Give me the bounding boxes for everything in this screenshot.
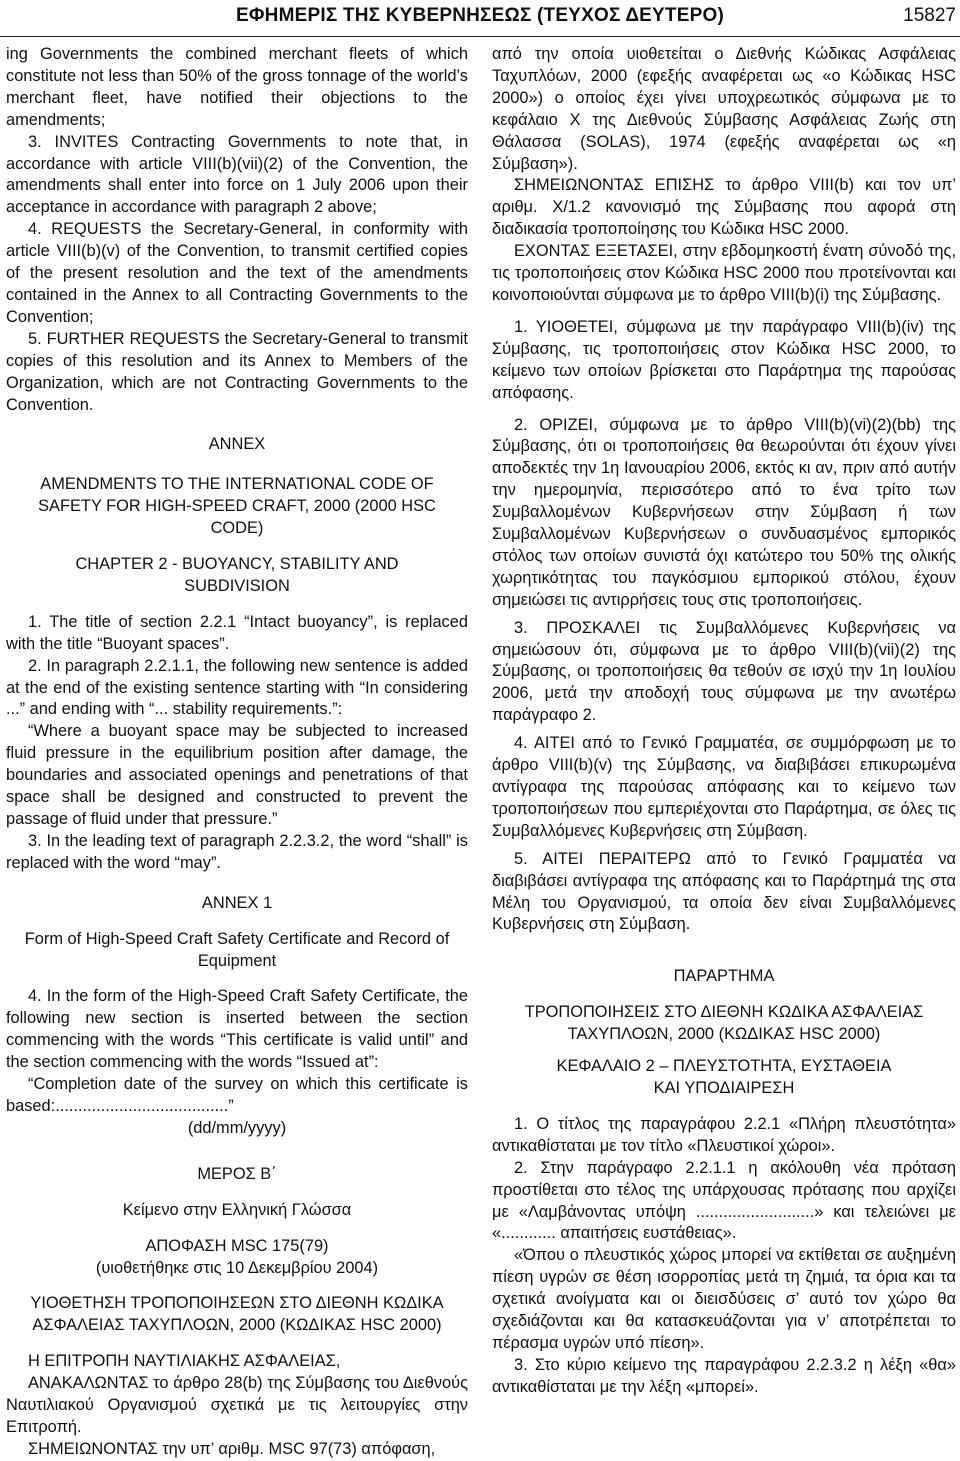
paragraph-continuation-greek: από την οποία υιοθετείται ο Διεθνής Κώδικας Ασφάλειας Ταχυπλόων, 2000 (εφεξής αναφέρεται ως «ο Κώδικας HSC 2000») ο οποίος έχει γίνει υποχρεωτικός σύμφωνα με το κεφάλαιο X της Διεθνούς Σύμβασης Ασφάλειας Ζωής στη Θάλασσα (SOLAS), 1974 (εφεξής αναφέρεται ως «η Σύμβαση»). [492,45,956,173]
greek-text-heading: Κείμενο στην Ελληνική Γλώσσα [122,1200,352,1219]
amendment-item-1: 1. The title of section 2.2.1 “Intact buoyancy”, is replaced with the title “Buoyant spaces”. [6,612,468,653]
paragraph-determines: 2. ΟΡΙΖΕΙ, σύμφωνα με το άρθρο VIII(b)(vi)(2)(bb) της Σύμβασης, ότι οι τροποποιήσεις θα θεωρούνται ότι έχουν γίνει αποδεκτές την 1η Ιανουαρίου 2006, εκτός κι αν, πριν από αυτήν την ημερομηνία, περισσότερο από το ένα τρίτο των Συμβαλλομένων Κυβερνήσεων στην Σύμβαση ή των Συμβαλλομένων Κυβερνήσεων ο συνδυασμένος εμπορικός στόλος των οποίων συνιστά όχι κατώτερο του 50% της ολικής χωρητικότητας του παγκόσμιου εμπορικού στόλου, έχουν σημειώσει τις αντιρρήσεις τους στις τροποποιήσεις. [492,415,956,609]
committee-line: Η ΕΠΙΤΡΟΠΗ ΝΑΥΤΙΛΙΑΚΗΣ ΑΣΦΑΛΕΙΑΣ, [28,1352,341,1371]
paragraph-requests-greek: 4. ΑΙΤΕΙ από το Γενικό Γραμματέα, σε συμμόρφωση με το άρθρο VIII(b)(v) της Σύμβασης, να διαβιβάσει επικυρωμένα αντίγραφα της παρούσας απόφασης και το κείμενο των τροποποιήσεων που εμπεριέχονται στο Παράρτημα, σε όλες τις Συμβαλλόμενες Κυβερνήσεις στη Σύμβαση. [492,734,956,840]
part-b-heading: ΜΕΡΟΣ Β΄ [197,1164,277,1183]
annex-1-heading: ANNEX 1 [201,893,273,912]
paragraph-invites: 3. INVITES Contracting Governments to note that, in accordance with article VIII(b)(vii)(2) of the Convention, the amendments shall enter into force on 1 July 2006 upon their acceptance in accordance with paragraph 2 above; [6,132,468,217]
paragraph-continuation: ing Governments the combined merchant fleets of which constitute not less than 50% of the gross tonnage of the world’s merchant fleet, have notified their objections to the amendments; [6,45,468,129]
noting-paragraph: ΣΗΜΕΙΩΝΟΝΤΑΣ την υπ’ αριθμ. MSC 97(73) απόφαση, [28,1439,436,1458]
annex-heading: ANNEX [208,435,266,454]
chapter-heading-greek: ΚΕΦΑΛΑΙΟ 2 – ΠΛΕΥΣΤΟΤΗΤΑ, ΕΥΣΤΑΘΕΙΑ ΚΑΙ ΥΠΟΔΙΑΙΡΕΣΗ [556,1057,892,1097]
page-number: 15827 [903,5,956,26]
paragraph-further-requests: 5. FURTHER REQUESTS the Secretary-General to transmit copies of this resolution and its Annex to Members of the Organization, which are not Contracting Governments to the Convention. [6,329,468,414]
amendment-item-1-greek: 1. Ο τίτλος της παραγράφου 2.2.1 «Πλήρη πλευστότητα» αντικαθίσταται με τον τίτλο «Πλευστικοί χώροι». [492,1114,956,1155]
paragraph-having-considered: ΕΧΟΝΤΑΣ ΕΞΕΤΑΣΕΙ, στην εβδομηκοστή ένατη σύνοδό της, τις τροποποιήσεις στον Κώδικα HSC 2000 που προτείνονται και κοινοποιούνται σύμφωνα με το άρθρο VIII(b)(i) της Σύμβασης. [492,242,956,304]
gazette-header [0,0,960,37]
paragraph-adopts: 1. ΥΙΟΘΕΤΕΙ, σύμφωνα με την παράγραφο VIII(b)(iv) της Σύμβασης, τις τροποποιήσεις στον Κώδικα HSC 2000, το κείμενο των οποίων βρίσκεται στο Παράρτημα της παρούσας απόφασης. [492,317,956,402]
paragraph-requests: 4. REQUESTS the Secretary-General, in conformity with article VIII(b)(v) of the Convention, to transmit certified copies of the present resolution and the text of the amendments contained in the Annex to all Contracting Governments to the Convention; [6,220,468,326]
amendment-quote: “Where a buoyant space may be subjected to increased fluid pressure in the equilibrium position after damage, the boundaries and associated openings and penetrations of that space shall be designed and constructed to prevent the passage of fluid under that pressure.” [6,722,468,828]
completion-date-text: “Completion date of the survey on which this certificate is based:......................................” [6,1075,468,1115]
form-heading: Form of High-Speed Craft Safety Certificate and Record of Equipment [24,929,450,970]
amendment-item-2: 2. In paragraph 2.2.1.1, the following new sentence is added at the end of the existing sentence starting with “In considering ...” and ending with “... stability requirements.”: [6,656,468,719]
amendment-quote-greek: «Όπου ο πλευστικός χώρος μπορεί να εκτίθεται σε αυξημένη πίεση υγρών σε θέση ισορροπίας μετά τη ζημιά, τα όρια και τα σχετικά ανοίγματα και οι διεισδύσεις σ’ αυτό τον χώρο θα σχεδιάζονται και θα κατασκευάζονται για ν’ αποτρέπεται το πέρασμα υγρών υπό πίεση». [492,1246,956,1352]
adoption-title: ΥΙΟΘΕΤΗΣΗ ΤΡΟΠΟΠΟΙΗΣΕΩΝ ΣΤΟ ΔΙΕΘΝΗ ΚΩΔΙΚΑ ΑΣΦΑΛΕΙΑΣ ΤΑΧΥΠΛΟΩΝ, 2000 (ΚΩΔΙΚΑΣ HSC 2000) [30,1294,444,1335]
adoption-date: (υιοθετήθηκε στις 10 Δεκεμβρίου 2004) [95,1258,379,1277]
gazette-title: ΕΦΗΜΕΡΙΣ ΤΗΣ ΚΥΒΕΡΝΗΣΕΩΣ (ΤΕΥΧΟΣ ΔΕΥΤΕΡΟ) [236,5,724,26]
date-format: (dd/mm/yyyy) [187,1118,287,1137]
paragraph-noting-also: ΣΗΜΕΙΩΝΟΝΤΑΣ ΕΠΙΣΗΣ το άρθρο VIII(b) και τον υπ’ αριθμ. X/1.2 κανονισμό της Σύμβασης που αφορά στη διαδικασία τροποποίησης του Κώδικα HSC 2000. [492,176,956,239]
paragraph-further-requests-greek: 5. ΑΙΤΕΙ ΠΕΡΑΙΤΕΡΩ από το Γενικό Γραμματέα να διαβιβάσει αντίγραφα της απόφασης και το Παράρτημά της στα Μέλη του Οργανισμού, τα οποία δεν είναι Συμβαλλόμενες Κυβερνήσεις στη Σύμβαση. [492,849,956,934]
amendment-item-3-greek: 3. Στο κύριο κείμενο της παραγράφου 2.2.3.2 η λέξη «θα» αντικαθίσταται με την λέξη «μπορεί». [492,1355,956,1396]
amendments-heading-greek: ΤΡΟΠΟΠΟΙΗΣΕΙΣ ΣΤΟ ΔΙΕΘΝΗ ΚΩΔΙΚΑ ΑΣΦΑΛΕΙΑΣ ΤΑΧΥΠΛΟΩΝ, 2000 (ΚΩΔΙΚΑΣ HSC 2000) [524,1003,924,1044]
decision-heading: ΑΠΟΦΑΣΗ MSC 175(79) [145,1236,329,1255]
paragraph-invites-greek: 3. ΠΡΟΣΚΑΛΕΙ τις Συμβαλλόμενες Κυβερνήσεις να σημειώσουν ότι, σύμφωνα με το άρθρο VIII(b)(vii)(2) της Σύμβασης, οι τροποποιήσεις θα τεθούν σε ισχύ την 1η Ιουλίου 2006, μετά την αποδοχή τους σύμφωνα με την ανωτέρω παράγραφο 2. [492,618,956,725]
amendment-item-4: 4. In the form of the High-Speed Craft Safety Certificate, the following new section is inserted between the section commencing with the words “This certificate is valid until” and the section commencing with the words “Issued at”: [6,987,468,1072]
right-column [492,44,956,1399]
left-column [6,44,468,1461]
amendments-heading: AMENDMENTS TO THE INTERNATIONAL CODE OF SAFETY FOR HIGH-SPEED CRAFT, 2000 (2000 HSC CODE) [38,475,436,538]
recognizing-paragraph: ΑΝΑΚΑΛΩΝΤΑΣ το άρθρο 28(b) της Σύμβασης του Διεθνούς Ναυτιλιακού Οργανισμού σχετικά με τις λειτουργίες στην Επιτροπή. [6,1374,468,1436]
amendment-item-3: 3. In the leading text of paragraph 2.2.3.2, the word “shall” is replaced with the word “may”. [6,831,468,872]
amendment-item-2-greek: 2. Στην παράγραφο 2.2.1.1 η ακόλουθη νέα πρόταση προστίθεται στο τέλος της υπάρχουσας πρότασης που αρχίζει με «Λαμβάνοντας υπόψη ..........................» και τελειώνει με «............ απαιτήσεις ευστάθειας». [492,1158,956,1243]
annex-heading-greek: ΠΑΡΑΡΤΗΜΑ [673,967,775,986]
chapter-heading: CHAPTER 2 - BUOYANCY, STABILITY AND SUBDIVISION [75,555,399,595]
